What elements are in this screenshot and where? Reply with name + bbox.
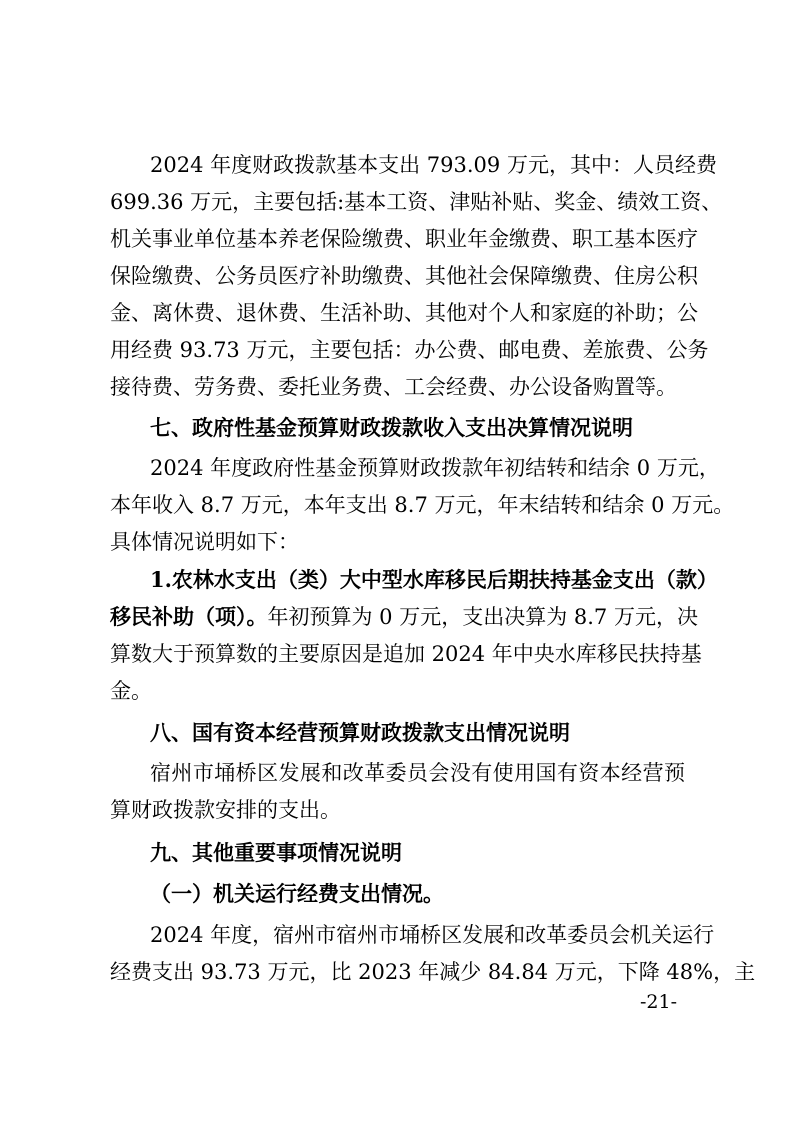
- paragraph-line: 接待费、劳务费、委托业务费、工会经费、办公设备购置等。: [110, 375, 677, 399]
- paragraph-line: 经费支出 93.73 万元，比 2023 年减少 84.84 万元，下降 48%，主: [110, 960, 756, 984]
- paragraph-line: 2024 年度财政拨款基本支出 793.09 万元，其中：人员经费: [150, 153, 717, 177]
- paragraph-line: 算数大于预算数的主要原因是追加 2024 年中央水库移民扶持基: [110, 642, 702, 666]
- section-heading-9: 九、其他重要事项情况说明: [150, 841, 402, 865]
- paragraph-text: 年初预算为 0 万元，支出决算为 8.7 万元，决: [267, 605, 698, 629]
- item-heading: 1.农林水支出（类）大中型水库移民后期扶持基金支出（款）: [150, 567, 718, 592]
- item-heading-end: 移民补助（项）。: [110, 604, 268, 629]
- paragraph-line: 2024 年度政府性基金预算财政拨款年初结转和结余 0 万元，: [150, 456, 720, 480]
- page-number: -21-: [640, 991, 678, 1013]
- paragraph-line: 本年收入 8.7 万元，本年支出 8.7 万元，年末结转和结余 0 万元。: [110, 493, 735, 517]
- section-heading-8: 八、国有资本经营预算财政拨款支出情况说明: [150, 721, 570, 745]
- paragraph-line: 宿州市埇桥区发展和改革委员会没有使用国有资本经营预: [150, 761, 685, 785]
- item-heading-continued: [110, 600, 698, 634]
- paragraph-line: 2024 年度，宿州市宿州市埇桥区发展和改革委员会机关运行: [150, 923, 715, 947]
- section-heading-7: 七、政府性基金预算财政拨款收入支出决算情况说明: [150, 416, 633, 440]
- subsection-heading: （一）机关运行经费支出情况。: [150, 881, 444, 906]
- paragraph-line: 机关事业单位基本养老保险缴费、职业年金缴费、职工基本医疗: [110, 227, 698, 251]
- paragraph-line: 保险缴费、公务员医疗补助缴费、其他社会保障缴费、住房公积: [110, 264, 698, 288]
- paragraph-line: 金、离休费、退休费、生活补助、其他对个人和家庭的补助；公: [110, 301, 698, 325]
- paragraph-line: 699.36 万元，主要包括:基本工资、津贴补贴、奖金、绩效工资、: [110, 190, 723, 214]
- paragraph-line: 金。: [110, 679, 152, 703]
- paragraph-line: 具体情况说明如下：: [110, 530, 299, 554]
- paragraph-line: 用经费 93.73 万元，主要包括：办公费、邮电费、差旅费、公务: [110, 338, 709, 362]
- paragraph-line: 算财政拨款安排的支出。: [110, 798, 341, 822]
